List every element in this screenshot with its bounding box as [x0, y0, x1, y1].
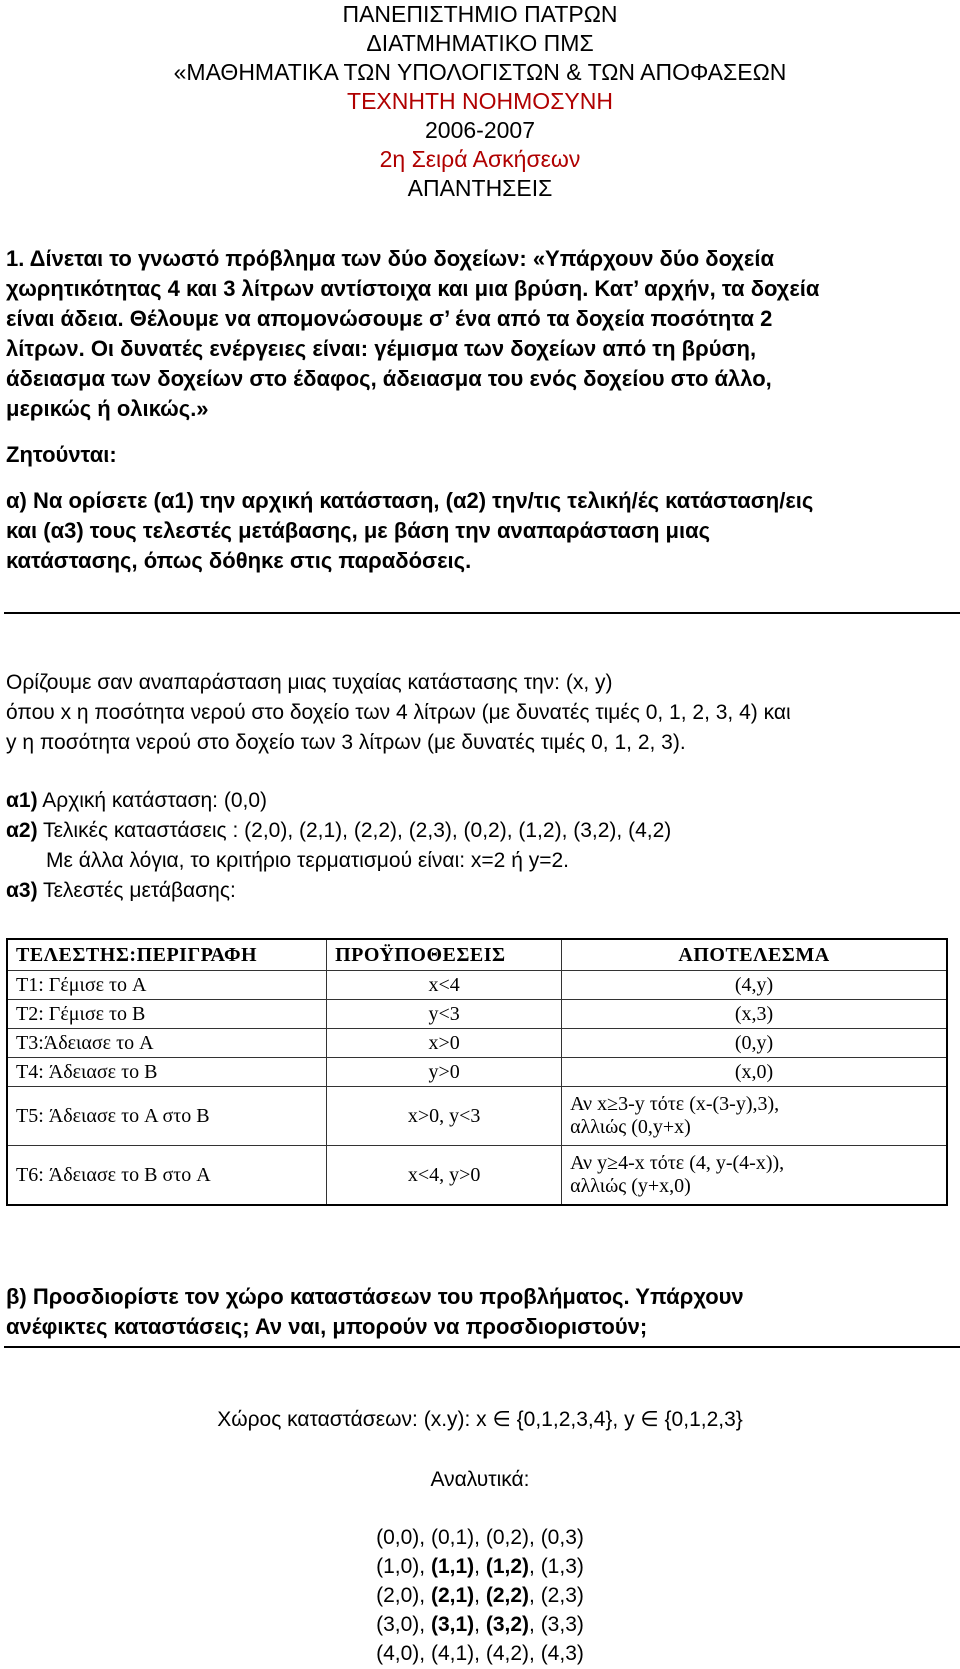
part-b-line: ανέφικτες καταστάσεις; Αν ναι, μπορούν να προσδιοριστούν; — [6, 1314, 648, 1339]
unreachable-state: (1,2) — [485, 1555, 530, 1578]
condition-cell: y>0 — [327, 1058, 562, 1087]
state-tuple: (2,0) — [376, 1584, 420, 1607]
unreachable-state: (2,1) — [430, 1584, 475, 1607]
program-title: ΔΙΑΤΜΗΜΑΤΙΚΟ ΠΜΣ — [366, 30, 594, 56]
result-cell: (0,y) — [562, 1029, 947, 1058]
state-tuple: (3,3) — [540, 1613, 584, 1636]
representation-line: Ορίζουμε σαν αναπαράσταση μιας τυχαίας κατάστασης την: (x, y) — [6, 671, 613, 694]
condition-cell: y<3 — [327, 1000, 562, 1029]
a1-text: Αρχική κατάσταση: (0,0) — [37, 789, 268, 812]
operator-cell: T1: Γέμισε το A — [7, 971, 327, 1000]
state-row: (0,0), (0,1), (0,2), (0,3) — [376, 1526, 584, 1549]
table-row — [7, 1058, 947, 1087]
problem-line: άδειασμα των δοχείων στο έδαφος, άδειασμα του ενός δοχείου στο άλλο, — [6, 366, 772, 391]
exercise-series: 2η Σειρά Ασκήσεων — [379, 146, 581, 172]
state-tuple: (4,1) — [430, 1642, 475, 1665]
part-b-question — [6, 1282, 952, 1342]
state-row: (3,0), (3,1), (3,2), (3,3) — [376, 1613, 584, 1636]
unreachable-state: (3,1) — [430, 1613, 475, 1636]
representation-line: y η ποσότητα νερού στο δοχείο των 3 λίτρων (με δυνατές τιμές 0, 1, 2, 3). — [6, 731, 686, 754]
state-space-grid — [0, 1523, 960, 1668]
table-row — [7, 1029, 947, 1058]
table-row — [7, 1087, 947, 1146]
state-tuple: (1,3) — [540, 1555, 584, 1578]
state-tuple: (2,3) — [540, 1584, 584, 1607]
result-cell: (x,0) — [562, 1058, 947, 1087]
state-tuple: (4,0) — [376, 1642, 420, 1665]
column-header-conditions: ΠΡΟΫΠΟΘΕΣΕΙΣ — [327, 939, 562, 971]
a3-text: Τελεστές μετάβασης: — [37, 879, 236, 902]
condition-cell: x<4, y>0 — [327, 1146, 562, 1206]
operator-cell: T6: Άδειασε το B στο A — [7, 1146, 327, 1206]
state-tuple: (3,0) — [376, 1613, 420, 1636]
state-row: (2,0), (2,1), (2,2), (2,3) — [376, 1584, 584, 1607]
problem-line: λίτρων. Οι δυνατές ενέργειες είναι: γέμισμα των δοχείων από τη βρύση, — [6, 336, 757, 361]
column-header-operator: ΤΕΛΕΣΤΗΣ:ΠΕΡΙΓΡΑΦΗ — [7, 939, 327, 971]
part-b-line: β) Προσδιορίστε τον χώρο καταστάσεων του προβλήματος. Υπάρχουν — [6, 1284, 744, 1309]
result-line: αλλιώς (0,y+x) — [570, 1116, 691, 1138]
representation-text — [6, 668, 956, 758]
problem-line: 1. Δίνεται το γνωστό πρόβλημα των δύο δοχείων: «Υπάρχουν δύο δοχεία — [6, 246, 774, 271]
problem-line: μερικώς ή ολικώς.» — [6, 396, 209, 421]
state-row: (4,0), (4,1), (4,2), (4,3) — [376, 1642, 584, 1665]
result-cell: (4,y) — [562, 971, 947, 1000]
state-tuple: (0,1) — [430, 1526, 475, 1549]
answers-block — [6, 786, 956, 906]
document-header — [0, 0, 960, 203]
problem-statement — [6, 244, 952, 576]
table-row — [7, 971, 947, 1000]
table-row — [7, 1000, 947, 1029]
operator-cell: T3:Άδειασε το A — [7, 1029, 327, 1058]
result-line: Αν y≥4-x τότε (4, y-(4-x)), — [570, 1152, 785, 1174]
part-a-line: και (α3) τους τελεστές μετάβασης, με βάση την αναπαράσταση μιας — [6, 518, 711, 543]
academic-year: 2006-2007 — [425, 117, 535, 143]
requested-label: Ζητούνται: — [6, 442, 117, 467]
unreachable-state: (2,2) — [485, 1584, 530, 1607]
operator-cell: T2: Γέμισε το B — [7, 1000, 327, 1029]
result-line: αλλιώς (y+x,0) — [570, 1175, 691, 1197]
termination-criterion: Με άλλα λόγια, το κριτήριο τερματισμού είναι: x=2 ή y=2. — [46, 849, 569, 872]
divider-line — [4, 1346, 960, 1348]
part-a-line: α) Να ορίσετε (α1) την αρχική κατάσταση, (α2) την/τις τελική/ές κατάσταση/εις — [6, 488, 814, 513]
divider-line — [4, 612, 960, 614]
unreachable-state: (1,1) — [430, 1555, 475, 1578]
table-row — [7, 1146, 947, 1206]
problem-line: είναι άδεια. Θέλουμε να απομονώσουμε σ’ ένα από τα δοχεία ποσότητα 2 — [6, 306, 773, 331]
result-cell — [562, 1146, 947, 1206]
result-cell — [562, 1087, 947, 1146]
result-line: Αν x≥3-y τότε (x-(3-y),3), — [570, 1093, 780, 1115]
state-tuple: (0,2) — [485, 1526, 530, 1549]
course-title: ΤΕΧΝΗΤΗ ΝΟΗΜΟΣΥΝΗ — [347, 88, 613, 114]
a2-text: Τελικές καταστάσεις : (2,0), (2,1), (2,2), (2,3), (0,2), (1,2), (3,2), (4,2) — [37, 819, 672, 842]
state-tuple: (4,3) — [540, 1642, 584, 1665]
state-space-definition: Χώρος καταστάσεων: (x.y): x ∈ {0,1,2,3,4}, y ∈ {0,1,2,3} — [217, 1408, 743, 1431]
representation-line: όπου x η ποσότητα νερού στο δοχείο των 4 λίτρων (με δυνατές τιμές 0, 1, 2, 3, 4) και — [6, 701, 791, 724]
column-header-result: ΑΠΟΤΕΛΕΣΜΑ — [562, 939, 947, 971]
state-tuple: (0,0) — [376, 1526, 420, 1549]
a1-label: α1) — [6, 789, 38, 812]
state-tuple: (1,0) — [376, 1555, 420, 1578]
state-row: (1,0), (1,1), (1,2), (1,3) — [376, 1555, 584, 1578]
analytical-label: Αναλυτικά: — [430, 1468, 530, 1491]
answers-heading: ΑΠΑΝΤΗΣΕΙΣ — [407, 175, 553, 201]
state-tuple: (0,3) — [540, 1526, 584, 1549]
condition-cell: x<4 — [327, 971, 562, 1000]
program-name: «ΜΑΘΗΜΑΤΙΚΑ ΤΩΝ ΥΠΟΛΟΓΙΣΤΩΝ & ΤΩΝ ΑΠΟΦΑΣΕΩΝ — [173, 59, 787, 85]
result-cell: (x,3) — [562, 1000, 947, 1029]
a2-label: α2) — [6, 819, 38, 842]
problem-line: χωρητικότητας 4 και 3 λίτρων αντίστοιχα και μια βρύση. Κατ’ αρχήν, τα δοχεία — [6, 276, 820, 301]
operator-cell: T5: Άδειασε το A στο B — [7, 1087, 327, 1146]
operator-cell: T4: Άδειασε το B — [7, 1058, 327, 1087]
condition-cell: x>0 — [327, 1029, 562, 1058]
university-name: ΠΑΝΕΠΙΣΤΗΜΙΟ ΠΑΤΡΩΝ — [342, 1, 618, 27]
a3-label: α3) — [6, 879, 38, 902]
operators-table — [6, 938, 948, 1206]
unreachable-state: (3,2) — [485, 1613, 530, 1636]
condition-cell: x>0, y<3 — [327, 1087, 562, 1146]
part-a-question — [6, 486, 952, 576]
state-tuple: (4,2) — [485, 1642, 530, 1665]
part-a-line: κατάστασης, όπως δόθηκε στις παραδόσεις. — [6, 548, 472, 573]
table-header-row — [7, 939, 947, 971]
